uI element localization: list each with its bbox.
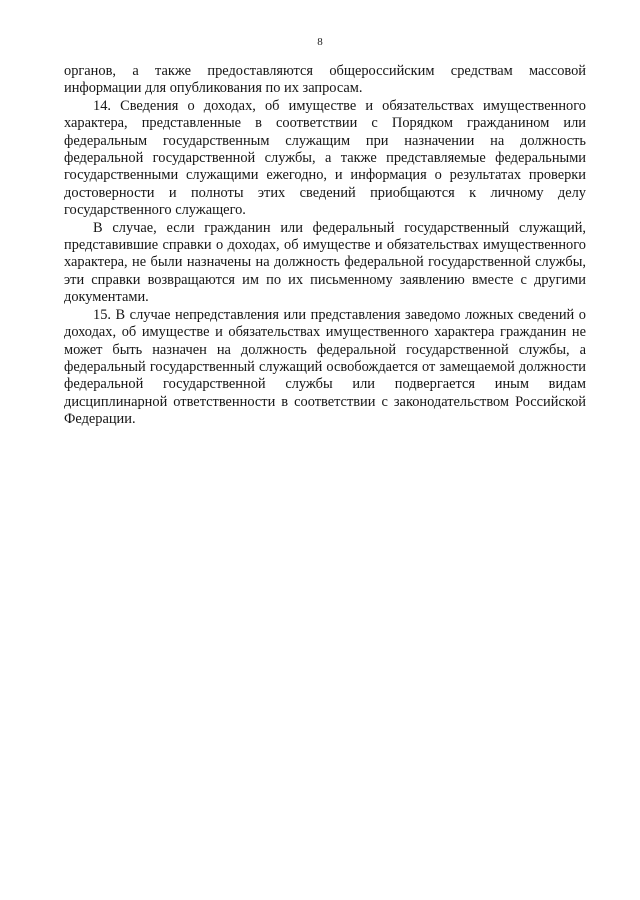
- paragraph-case-not-appointed: В случае, если гражданин или федеральный государственный служащий, представившие справки о доходах, об имуществе и обязательствах имущественного характера, не были назначены на должность федеральной государственной службы, эти справки возвращаются им по их письменному заявлению вместе с другими документами.: [64, 219, 586, 306]
- paragraph-continuation: органов, а также предоставляются общероссийским средствам массовой информации для опубликования по их запросам.: [64, 63, 586, 97]
- page-number: 8: [317, 36, 323, 48]
- paragraph-14: 14. Сведения о доходах, об имуществе и обязательствах имущественного характера, представленные в соответствии с Порядком гражданином или федеральным государственным служащим при назначении на должность федеральной государственной службы, а также представляемые федеральными государственными служащими ежегодно, и информация о результатах проверки достоверности и полноты этих сведений приобщаются к личному делу государственного служащего.: [64, 97, 586, 219]
- paragraph-15: 15. В случае непредставления или представления заведомо ложных сведений о доходах, об имуществе и обязательствах имущественного характера гражданин не может быть назначен на должность федеральной государственной службы, а федеральный государственный служащий освобождается от замещаемой должности федеральной государственной службы или подвергается иным видам дисциплинарной ответственности в соответствии с законодательством Российской Федерации.: [64, 306, 586, 428]
- document-body: [64, 63, 586, 429]
